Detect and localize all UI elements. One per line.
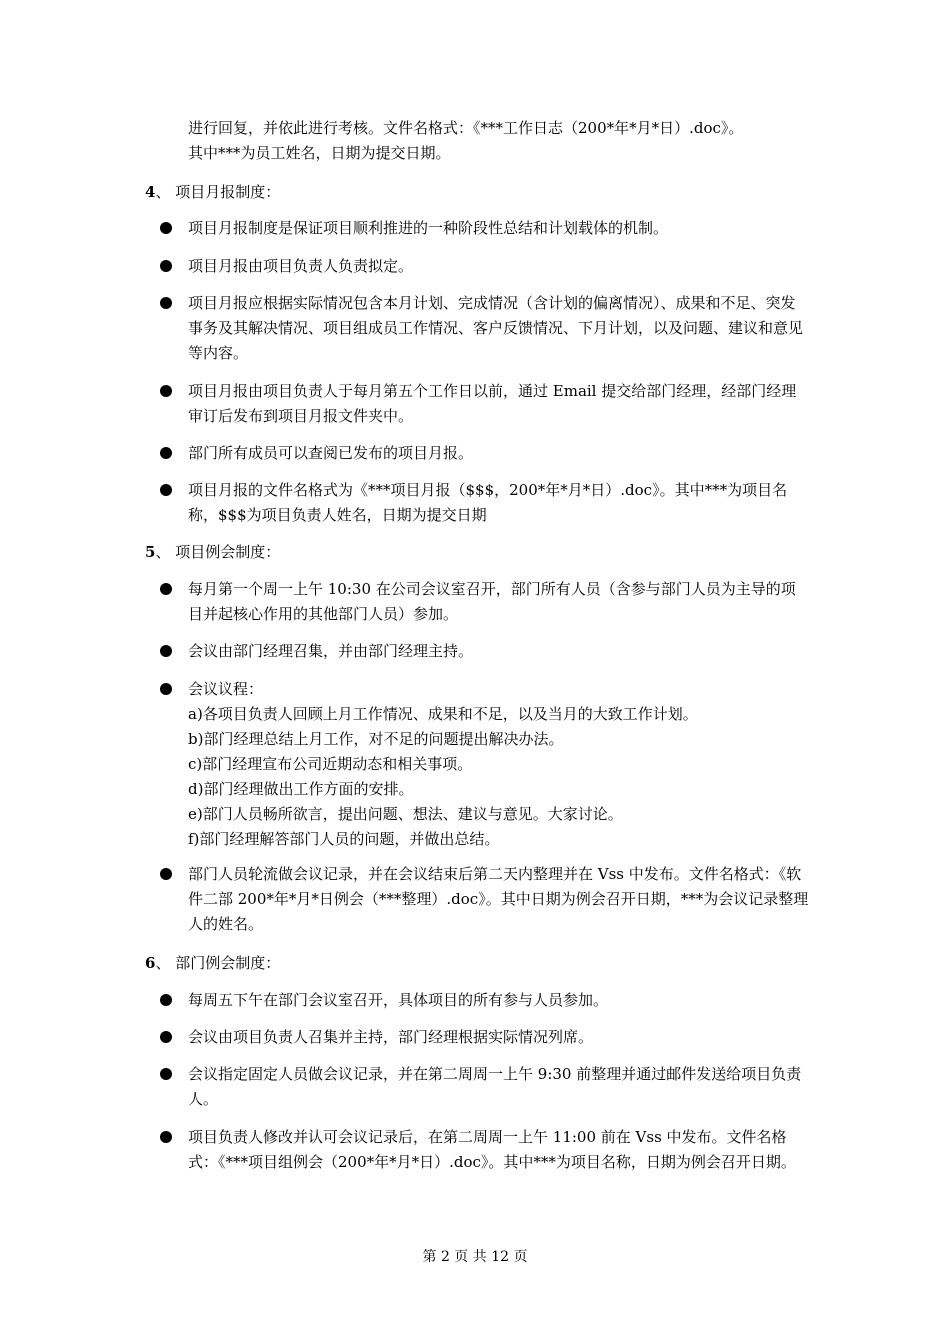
bullet-text: 会议由部门经理召集，并由部门经理主持。 <box>188 642 474 660</box>
page-footer: 第 2 页 共 12 页 <box>422 1249 528 1265</box>
bullet-dot-icon <box>160 645 172 657</box>
section-title: 、 部门例会制度： <box>155 954 281 972</box>
section-title: 、 项目例会制度： <box>155 543 281 561</box>
bullet-dot-icon <box>160 447 172 459</box>
bullet-text: 部门人员轮流做会议记录，并在会议结束后第二天内整理并在 Vss 中发布。文件名格式：《软件二部 200*年*月*日例会（***整理）.doc》。其中日期为例会召开日期，***为会议记录整理人的姓名。 <box>188 865 809 933</box>
bullet-text: 项目月报由项目负责人于每月第五个工作日以前，通过 Email 提交给部门经理，经部门经理审订后发布到项目月报文件夹中。 <box>188 382 797 425</box>
agenda-title: 会议议程： <box>188 680 264 698</box>
agenda-item: d)部门经理做出工作方面的安排。 <box>188 780 414 798</box>
section-number: 6 <box>145 954 156 972</box>
agenda-item: c)部门经理宣布公司近期动态和相关事项。 <box>188 755 473 773</box>
agenda-item: e)部门人员畅所欲言，提出问题、想法、建议与意见。大家讨论。 <box>188 805 623 823</box>
bullet-text: 会议由项目负责人召集并主持，部门经理根据实际情况列席。 <box>188 1028 594 1046</box>
section-number: 4 <box>145 183 156 201</box>
bullet-dot-icon <box>160 994 172 1006</box>
intro-line: 进行回复，并依此进行考核。文件名格式：《***工作日志（200*年*月*日）.doc》。 <box>188 119 744 137</box>
section-heading-4 <box>145 180 280 204</box>
bullet-text: 每周五下午在部门会议室召开，具体项目的所有参与人员参加。 <box>188 991 609 1009</box>
bullet-text: 项目月报应根据实际情况包含本月计划、完成情况（含计划的偏离情况）、成果和不足、突发事务及其解决情况、项目组成员工作情况、客户反馈情况、下月计划，以及问题、建议和意见等内容。 <box>188 294 804 362</box>
bullet-dot-icon <box>160 1068 172 1080</box>
section-number: 5 <box>145 543 156 561</box>
bullet-text: 部门所有成员可以查阅已发布的项目月报。 <box>188 444 474 462</box>
bullet-dot-icon <box>160 683 172 695</box>
bullet-text: 项目月报的文件名格式为《***项目月报（$$$，200*年*月*日）.doc》。其中***为项目名称，$$$为项目负责人姓名，日期为提交日期 <box>188 481 788 524</box>
bullet-dot-icon <box>160 484 172 496</box>
intro-line: 其中***为员工姓名，日期为提交日期。 <box>188 144 451 162</box>
section-title: 、 项目月报制度： <box>155 183 281 201</box>
bullet-text: 每月第一个周一上午 10:30 在公司会议室召开，部门所有人员（含参与部门人员为主导的项目并起核心作用的其他部门人员）参加。 <box>188 580 796 623</box>
agenda-item: f)部门经理解答部门人员的问题，并做出总结。 <box>188 830 500 848</box>
bullet-dot-icon <box>160 260 172 272</box>
agenda-item: b)部门经理总结上月工作，对不足的问题提出解决办法。 <box>188 730 564 748</box>
bullet-dot-icon <box>160 297 172 309</box>
section-heading-6 <box>145 951 280 975</box>
agenda-block <box>188 677 810 852</box>
bullet-dot-icon <box>160 1131 172 1143</box>
section-heading-5 <box>145 540 280 564</box>
bullet-text: 项目月报制度是保证项目顺利推进的一种阶段性总结和计划载体的机制。 <box>188 219 669 237</box>
bullet-dot-icon <box>160 385 172 397</box>
bullet-text: 会议指定固定人员做会议记录，并在第二周周一上午 9:30 前整理并通过邮件发送给项目负责人。 <box>188 1065 802 1108</box>
agenda-item: a)各项目负责人回顾上月工作情况、成果和不足，以及当月的大致工作计划。 <box>188 705 698 723</box>
bullet-dot-icon <box>160 222 172 234</box>
bullet-dot-icon <box>160 868 172 880</box>
bullet-text: 项目负责人修改并认可会议记录后，在第二周周一上午 11:00 前在 Vss 中发布。文件名格式：《***项目组例会（200*年*月*日）.doc》。其中***为项目名称，日期为例会召开日期。 <box>188 1128 796 1171</box>
bullet-dot-icon <box>160 583 172 595</box>
bullet-dot-icon <box>160 1031 172 1043</box>
bullet-text: 项目月报由项目负责人负责拟定。 <box>188 257 414 275</box>
intro-paragraph <box>188 116 828 166</box>
